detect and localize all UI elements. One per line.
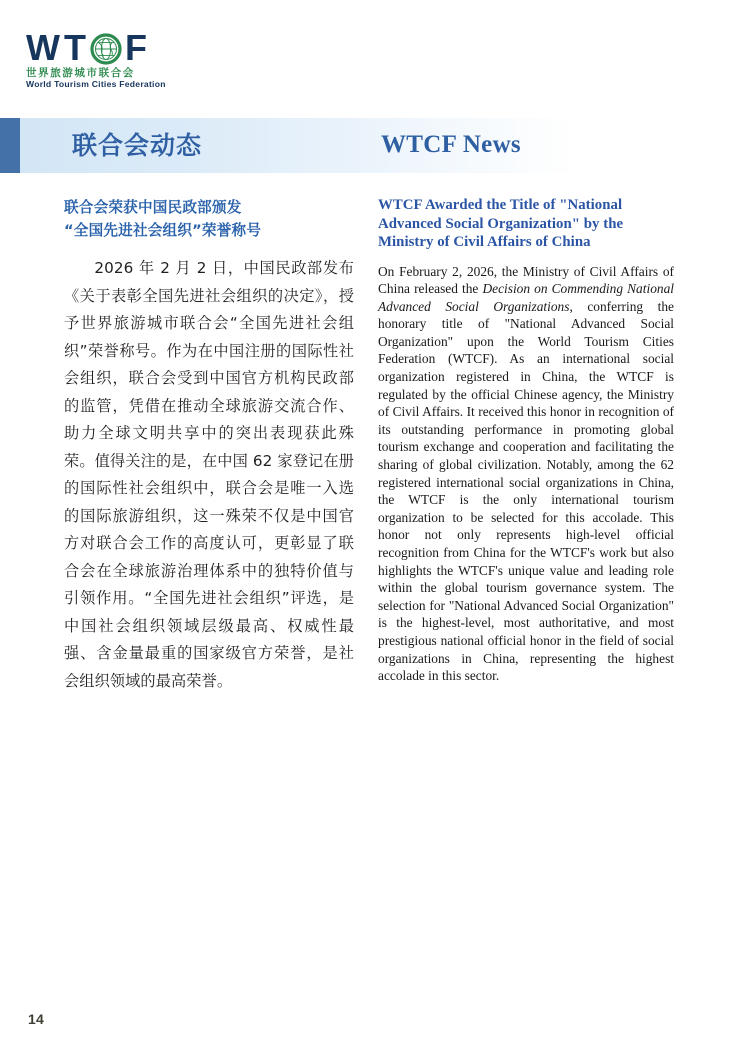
- headline-chinese-line-2: “全国先进社会组织”荣誉称号: [64, 222, 262, 239]
- article-body-english-part-2: , conferring the honorary title of "National Advanced Social Organization" upon the World Tourism Cities Federation (WTCF). As an international social organization registered in China, the WTCF is regulated by the official Chinese agency, the Ministry of Civil Affairs. It received this honor in recognition of its outstanding performance in promoting global tourism exchange and cooperation and facilitating the sharing of global civilization. Notably, among the 62 registered international social organizations in China, the WTCF is the only international tourism organization to be selected for this accolade. This honor not only represents high-level official recognition from China for the WTCF's work but also highlights the WTCF's unique value and leading role within the global tourism governance system. The selection for "National Advanced Social Organization" is the highest-level, most authoritative, and most prestigious national official honor in the field of social organizations in China, representing the highest accolade in this sector.: [378, 298, 674, 684]
- svg-text:T: T: [64, 30, 86, 66]
- section-title-chinese: 联合会动态: [72, 131, 203, 160]
- page-number: 14: [28, 1011, 44, 1027]
- banner-accent-bar: [0, 118, 20, 173]
- article-headline-chinese: [64, 196, 354, 242]
- article-column-english: [378, 196, 674, 685]
- section-title-english: WTCF News: [381, 131, 521, 158]
- wtcf-wordmark-icon: [26, 30, 176, 66]
- article-body-english-part-1: On February 2, 2026, the Ministry of Civil Affairs of China released the: [378, 263, 674, 297]
- article-body-chinese: 2026 年 2 月 2 日，中国民政部发布《关于表彰全国先进社会组织的决定》，授予世界旅游城市联合会“全国先进社会组织”荣誉称号。作为在中国注册的国际性社会组织，联合会受到中国官方机构民政部的监管，凭借在推动全球旅游交流合作、助力全球文明共享中的突出表现获此殊荣。值得关注的是，在中国 62 家登记在册的国际性社会组织中，联合会是唯一入选的国际旅游组织，这一殊荣不仅是中国官方对联合会工作的高度认可，更彰显了联合会在全球旅游治理体系中的独特价值与引领作用。“全国先进社会组织”评选，是中国社会组织领域层级最高、权威性最强、含金量最重的国家级官方荣誉，是社会组织领域的最高荣誉。: [64, 259, 354, 690]
- logo-chinese-name: 世界旅游城市联合会: [26, 67, 135, 79]
- article-body-english-italic-title: Decision on Commending National Advanced Social Organizations: [378, 281, 674, 314]
- article-body-english: [378, 263, 674, 685]
- article-column-chinese: [64, 196, 354, 695]
- green-globe-icon: [92, 35, 120, 63]
- article-headline-english: WTCF Awarded the Title of "National Advanced Social Organization" by the Ministry of Civil Affairs of China: [378, 197, 624, 250]
- wtcf-logo: [26, 30, 256, 92]
- svg-text:W: W: [26, 30, 60, 66]
- headline-chinese-line-1: 联合会荣获中国民政部颁发: [64, 199, 242, 216]
- svg-text:F: F: [125, 30, 147, 66]
- logo-english-name: World Tourism Cities Federation: [26, 79, 166, 89]
